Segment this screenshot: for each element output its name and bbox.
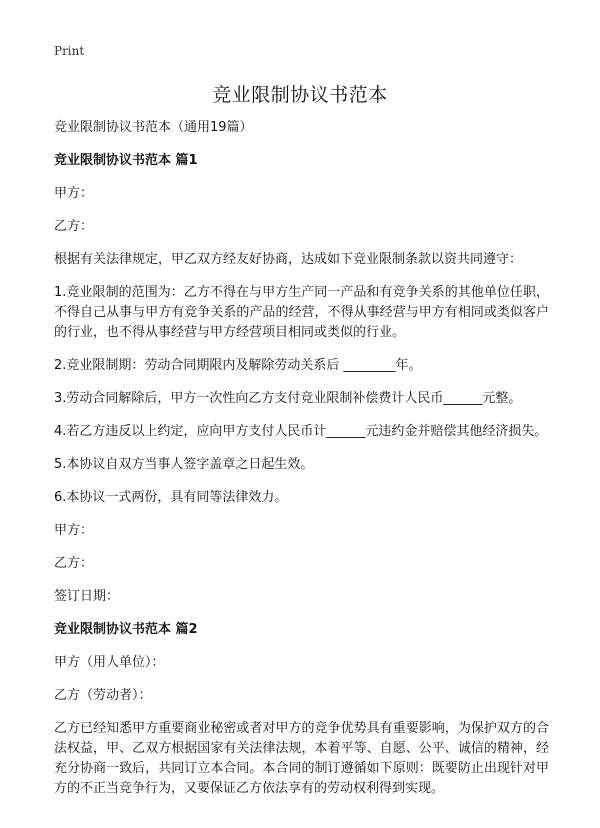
signature-party-a: 甲方： — [54, 523, 94, 538]
document-subtitle: 竞业限制协议书范本（通用19篇） — [54, 120, 253, 135]
clause: 1.竞业限制的范围为：乙方不得在与甲方生产同一产品和有竞争关系的其他单位任职，不得自己从事与甲方有竞争关系的产品的经营，不得从事经营与甲方有相同或类似客户的行业，也不得从事经营与甲方经营项目相同或类似的行业。 — [54, 285, 549, 340]
clause: 2.竞业限制期：劳动合同期限内及解除劳动关系后 ________年。 — [54, 358, 422, 373]
print-link[interactable]: Print — [54, 44, 85, 58]
clause: 4.若乙方违反以上约定，应向甲方支付人民币计______元违约金并赔偿其他经济损失。 — [54, 424, 548, 439]
section-heading: 竞业限制协议书范本 篇2 — [54, 622, 198, 637]
body-paragraph: 乙方已经知悉甲方重要商业秘密或者对甲方的竞争优势具有重要影响，为保护双方的合法权益，甲、乙双方根据国家有关法律法规，本着平等、自愿、公平、诚信的精神，经充分协商一致后，共同订立本合同。本合同的制订遵循如下原则：既要防止出现针对甲方的不正当竞争行为，又要保证乙方依法享有的劳动权利得到实现。 — [54, 721, 549, 796]
clause: 5.本协议自双方当事人签字盖章之日起生效。 — [54, 457, 314, 472]
intro-paragraph: 根据有关法律规定，甲乙双方经友好协商，达成如下竞业限制条款以资共同遵守： — [54, 252, 523, 267]
section-heading: 竞业限制协议书范本 篇1 — [54, 153, 198, 168]
clause: 6.本协议一式两份，具有同等法律效力。 — [54, 490, 288, 505]
party-a-label: 甲方（用人单位）： — [54, 655, 165, 670]
signing-date: 签订日期： — [54, 589, 120, 604]
clause: 3.劳动合同解除后，甲方一次性向乙方支付竞业限制补偿费计人民币______元整。 — [54, 391, 522, 406]
party-a-label: 甲方： — [54, 186, 94, 201]
signature-party-b: 乙方： — [54, 556, 94, 571]
party-b-label: 乙方（劳动者）： — [54, 688, 152, 703]
party-b-label: 乙方： — [54, 219, 94, 234]
document-body — [54, 118, 549, 799]
document-title: 竞业限制协议书范本 — [212, 84, 388, 106]
